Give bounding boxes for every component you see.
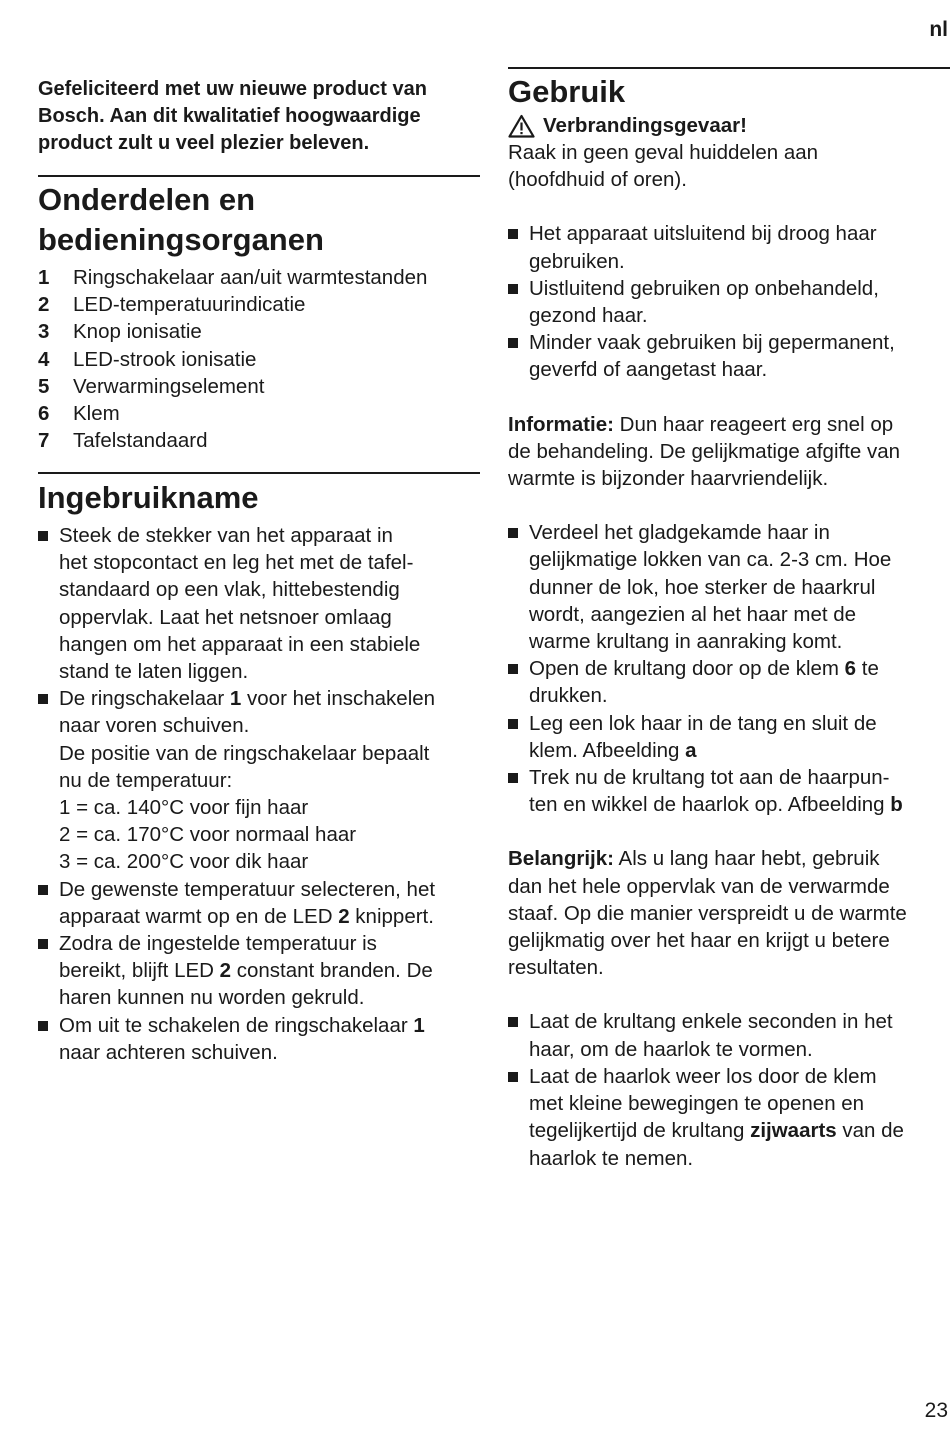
language-code: nl [929, 18, 948, 41]
list-item: Trek nu de krultang tot aan de haarpun- ten en wikkel de haarlok op. Afbeelding b [508, 764, 950, 818]
part-item [38, 373, 480, 400]
setup-section [38, 478, 480, 1066]
part-label: Klem [73, 402, 120, 426]
section-divider [38, 175, 480, 177]
list-item: De gewenste temperatuur selecteren, het apparaat warmt op en de LED 2 knippert. [38, 876, 480, 930]
part-label: Ringschakelaar aan/uit warmtestanden [73, 266, 428, 289]
info-note: Informatie: Dun haar reageert erg snel op de behandeling. De gelijkmatige afgifte van warmte is bijzonder haarvriendelijk. [508, 412, 901, 491]
page-number: 23 [924, 1399, 948, 1422]
part-number: 6 [38, 402, 50, 426]
part-item [38, 264, 480, 291]
part-item [38, 346, 480, 373]
list-item: Leg een lok haar in de tang en sluit de klem. Afbeelding a [508, 710, 950, 764]
part-number: 5 [38, 374, 50, 398]
part-label: Verwarmingselement [73, 374, 265, 398]
use-list-3 [508, 1008, 950, 1171]
parts-list [38, 264, 480, 454]
part-label: LED-strook ionisatie [73, 347, 257, 371]
parts-section [38, 180, 480, 454]
warning-text: Raak in geen geval huiddelen aan (hoofdhuid of oren). [508, 141, 819, 192]
use-title: Gebruik [508, 74, 626, 109]
setup-list [38, 522, 480, 1066]
part-number: 1 [38, 266, 50, 289]
important-note: Belangrijk: Als u lang haar hebt, gebruik dan het hele oppervlak van de verwarmde staaf. Op die manier verspreidt u de warmte gelijkmatig over het haar en krijgt u betere resultaten. [508, 847, 907, 980]
burn-warning: Verbrandingsgevaar! [508, 112, 950, 139]
list-item: Minder vaak gebruiken bij gepermanent, geverfd of aangetast haar. [508, 329, 950, 383]
intro-text: Gefeliciteerd met uw nieuwe product van Bosch. Aan dit kwalitatief hoogwaardige product zult u veel plezier beleven. [38, 78, 427, 154]
part-number: 4 [38, 347, 50, 371]
part-label: Tafelstandaard [73, 429, 208, 453]
part-label: Knop ionisatie [73, 320, 202, 344]
list-item: Laat de krultang enkele seconden in het haar, om de haarlok te vormen. [508, 1008, 950, 1062]
use-section [508, 72, 950, 1172]
part-item [38, 318, 480, 345]
section-divider [508, 67, 950, 69]
list-item: Uistluitend gebruiken op onbehandeld, gezond haar. [508, 275, 950, 329]
list-item: Om uit te schakelen de ringschakelaar 1 naar achteren schuiven. [38, 1012, 480, 1066]
list-item: Verdeel het gladgekamde haar in gelijkmatige lokken van ca. 2-3 cm. Hoe dunner de lok, hoe sterker de haarkrul wordt, aangezien al het haar met de warme krultang in aanraking komt. [508, 519, 950, 655]
list-item: Steek de stekker van het apparaat in het stopcontact en leg het met de tafel- standaard op een vlak, hittebestendig oppervlak. Laat het netsnoer omlaag hangen om het apparaat in een stabiele stand te laten liggen. [38, 522, 480, 685]
list-item: Zodra de ingestelde temperatuur is bereikt, blijft LED 2 constant branden. De haren kunnen nu worden gekruld. [38, 930, 480, 1012]
use-list-1 [508, 220, 950, 383]
part-item [38, 291, 480, 318]
setup-title: Ingebruikname [38, 480, 259, 515]
list-item: Het apparaat uitsluitend bij droog haar gebruiken. [508, 220, 950, 274]
list-item: Laat de haarlok weer los door de klem met kleine bewegingen te openen en tegelijkertijd de krultang zijwaarts van de haarlok te nemen. [508, 1063, 950, 1172]
part-number: 3 [38, 320, 50, 344]
part-label: LED-temperatuurindicatie [73, 293, 306, 317]
list-item: Open de krultang door op de klem 6 te drukken. [508, 655, 950, 709]
list-item: De ringschakelaar 1 voor het inschakelen naar voren schuiven. De positie van de ringschakelaar bepaalt nu de temperatuur: 1 = ca. 140°C voor fijn haar 2 = ca. 170°C voor normaal haar 3 = ca. 200°C voor dik haar [38, 685, 480, 875]
part-number: 7 [38, 429, 50, 453]
parts-title: Onderdelen en bedieningsorganen [38, 182, 324, 257]
warning-triangle-icon [508, 114, 535, 138]
section-divider [38, 472, 480, 474]
part-item [38, 400, 480, 427]
use-list-2 [508, 519, 950, 818]
part-number: 2 [38, 293, 50, 317]
part-item [38, 427, 480, 454]
